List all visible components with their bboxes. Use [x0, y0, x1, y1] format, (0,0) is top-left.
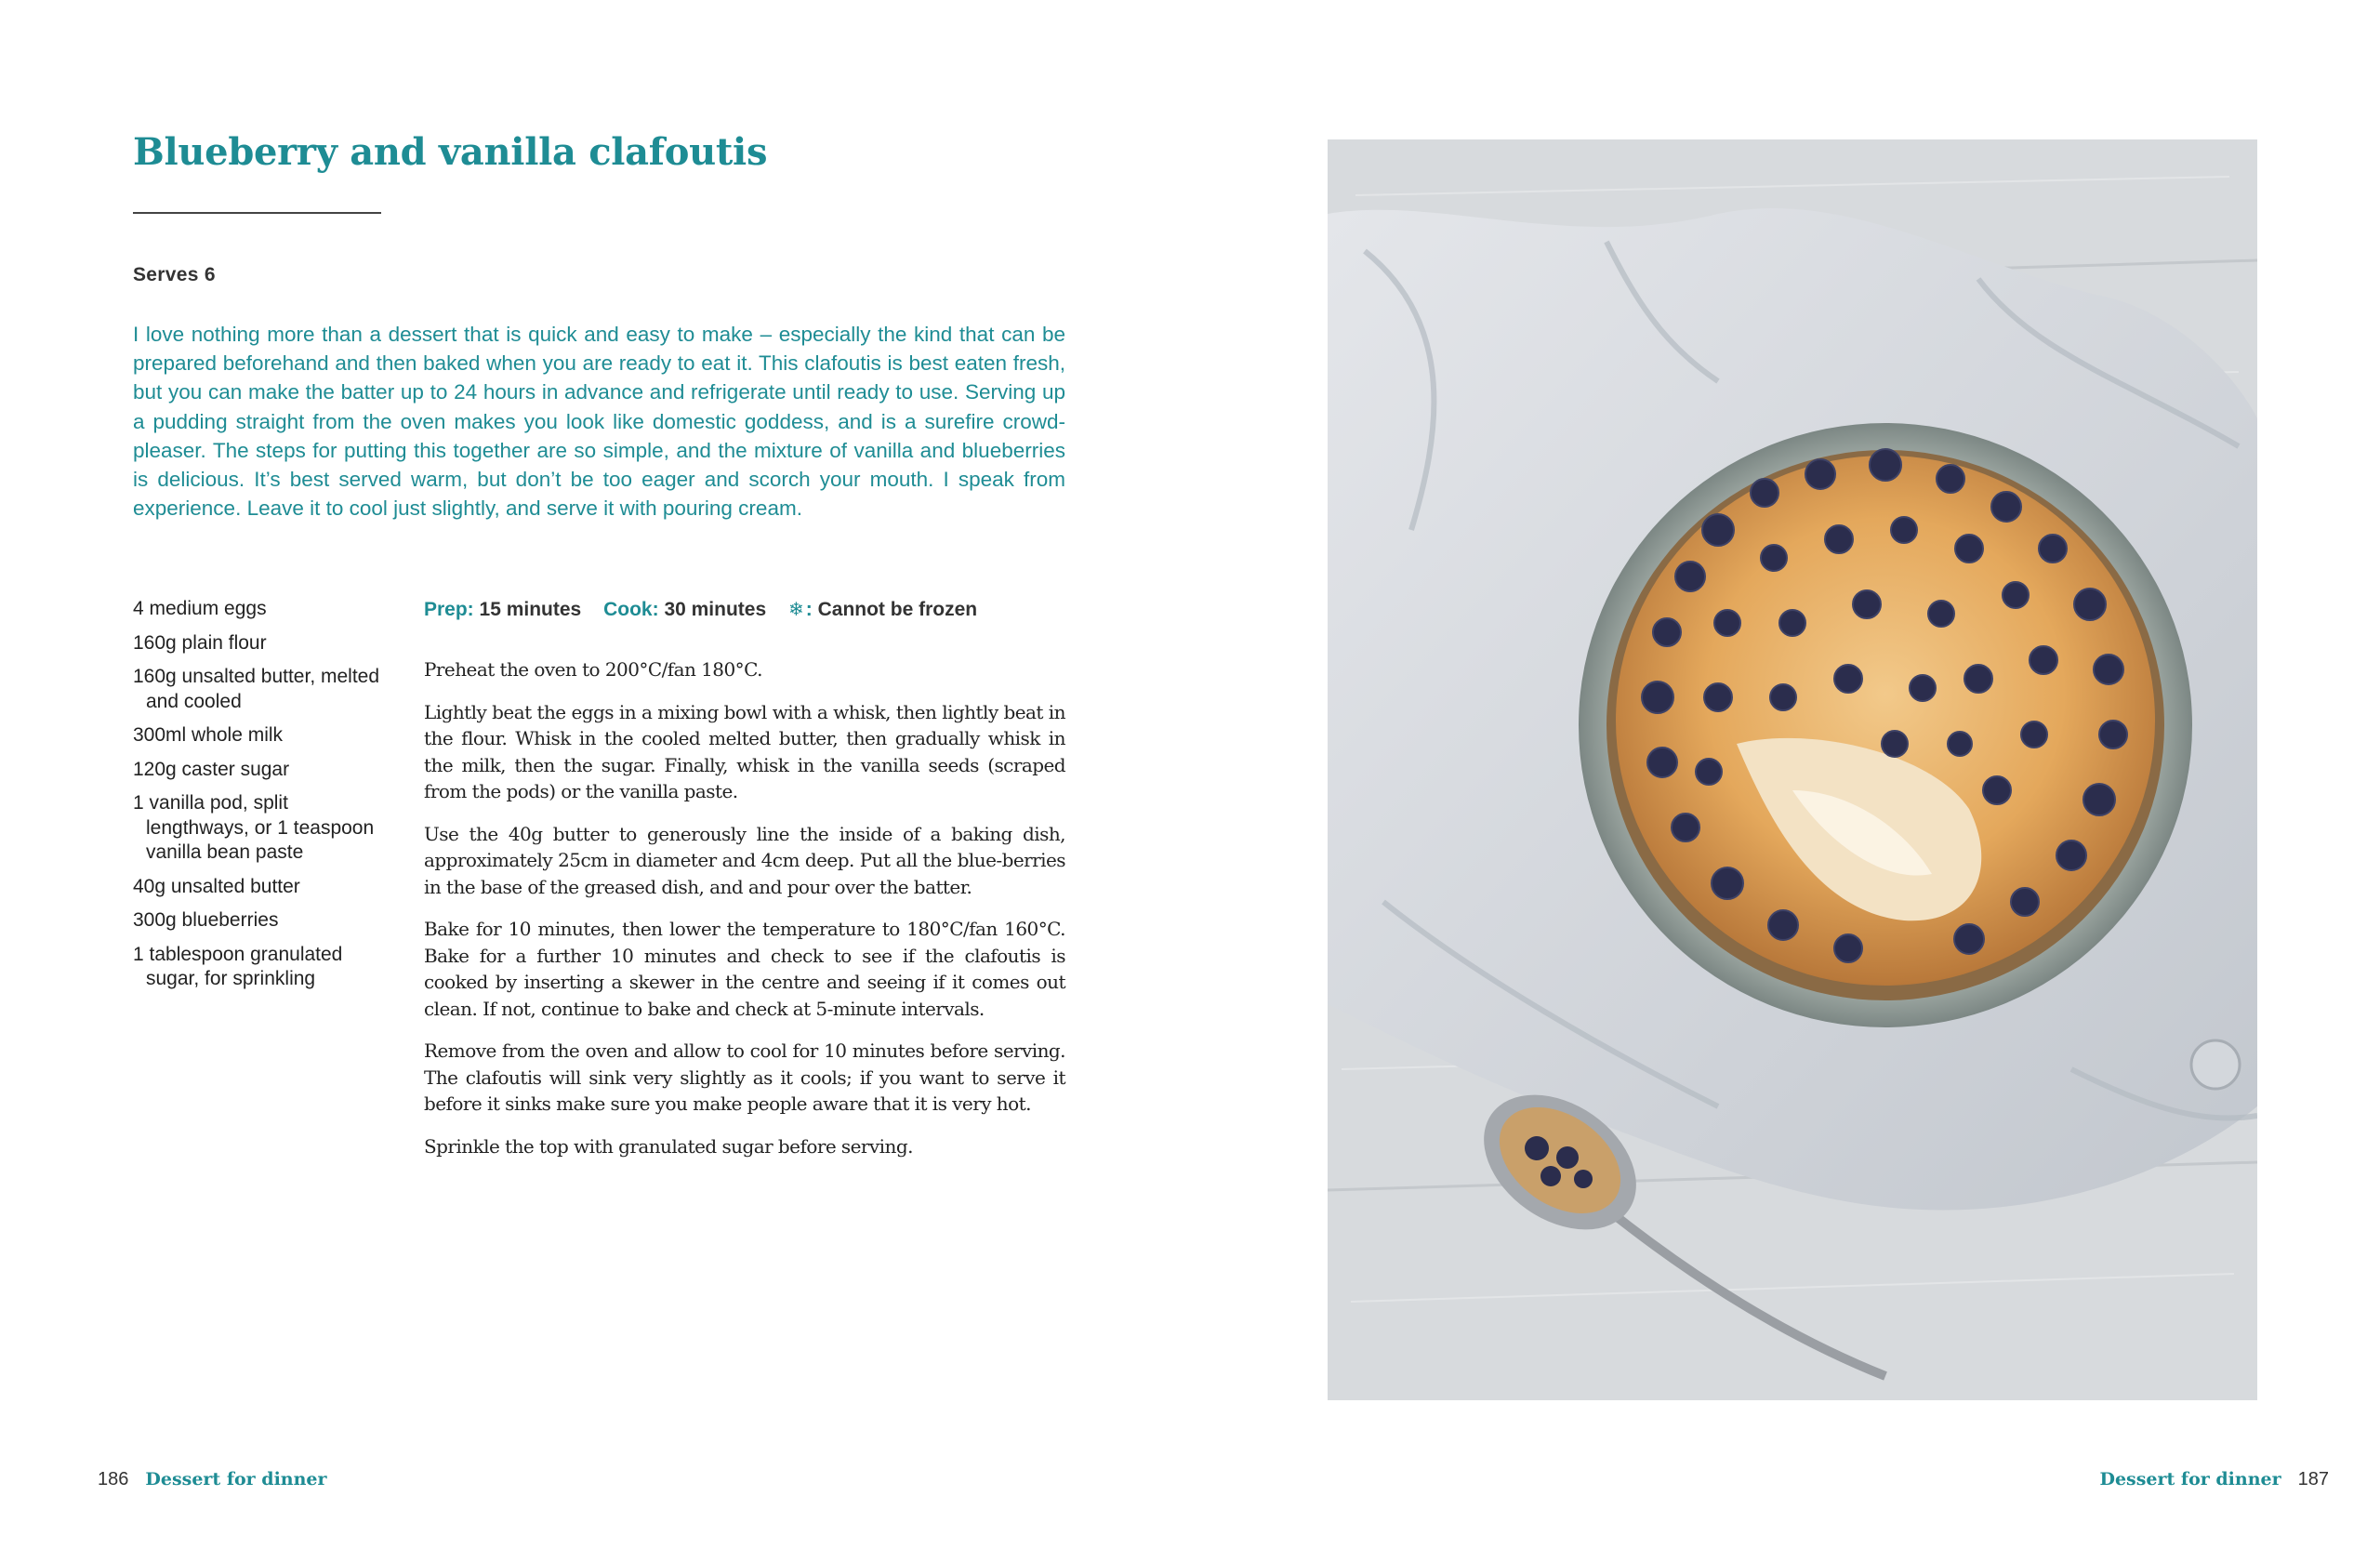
ingredient-item: 300g blueberries — [133, 909, 279, 931]
method-step: Preheat the oven to 200°C/fan 180°C. — [424, 658, 762, 681]
ingredient-item: 1 vanilla pod, split lengthways, or 1 teaspoon vanilla bean paste — [133, 792, 375, 863]
method-step: Sprinkle the top with granulated sugar before serving. — [424, 1134, 913, 1158]
method-step: Bake for 10 minutes, then lower the temperature to 180°C/fan 160°C. Bake for a further 10 minutes and check to see if the clafoutis is cooked by inserting a skewer in the centre and seeing if it comes out clean. If not, continue to bake and check at 5-minute intervals. — [424, 918, 1065, 1020]
snowflake-icon: ❄ — [788, 600, 804, 620]
right-page — [1190, 0, 2380, 1549]
serves-label: Serves 6 — [133, 264, 216, 285]
recipe-timings — [424, 597, 994, 623]
left-footer — [98, 1469, 327, 1490]
right-section-title: Dessert for dinner — [2099, 1469, 2281, 1489]
recipe-intro: I love nothing more than a dessert that is quick and easy to make – especially the kind that can be prepared beforehand and then baked when you are ready to eat it. This clafoutis is best eaten fresh, but you can make the batter up to 24 hours in advance and refrigerate until ready to use. Serving up a pudding straight from the oven makes you look like domestic goddess, and is a surefire crowd-pleaser. The steps for putting this together are so simple, and the mixture of vanilla and blueberries is delicious. It’s best served warm, but don’t be too eager and scorch your mouth. I speak from experience. Leave it to cool just slightly, and serve it with pouring cream. — [133, 323, 1065, 521]
ingredient-item: 40g unsalted butter — [133, 875, 300, 897]
clafoutis-photo — [1328, 139, 2257, 1400]
method-step: Lightly beat the eggs in a mixing bowl with a whisk, then lightly beat in the flour. Whisk in the cooled melted butter, then gradually whisk in the milk, then the sugar. Finally, whisk in the vanilla seeds (scraped from the pods) or the vanilla paste. — [424, 700, 1065, 802]
method-steps — [424, 656, 1065, 1175]
right-page-number: 187 — [2297, 1469, 2329, 1489]
ingredient-item: 160g unsalted butter, melted and cooled — [133, 666, 380, 712]
ingredient-item: 160g plain flour — [133, 631, 267, 654]
cook-label: Cook: — [603, 599, 659, 620]
left-section-title: Dessert for dinner — [145, 1469, 327, 1489]
method-step: Remove from the oven and allow to cool for 10 minutes before serving. The clafoutis will sink very slightly as it cools; if you want to serve it before it sinks make sure you make people aware that it is very hot. — [424, 1039, 1065, 1115]
prep-value: 15 minutes — [479, 599, 582, 620]
cook-value: 30 minutes — [664, 599, 767, 620]
ingredient-item: 300ml whole milk — [133, 724, 284, 746]
method-step: Use the 40g butter to generously line the inside of a baking dish, approximately 25cm in diameter and 4cm deep. Put all the blue-berries in the base of the greased dish, and and pour over the batter. — [424, 822, 1065, 898]
recipe-title: Blueberry and vanilla clafoutis — [133, 130, 768, 174]
title-divider — [133, 212, 381, 214]
left-page-number: 186 — [98, 1469, 129, 1489]
ingredient-item: 1 tablespoon granulated sugar, for sprinkling — [133, 943, 343, 989]
freeze-label: : — [805, 599, 813, 620]
right-footer — [2099, 1469, 2329, 1490]
ingredient-item: 120g caster sugar — [133, 758, 290, 780]
clafoutis-illustration — [1328, 139, 2257, 1400]
ingredients-list — [133, 597, 393, 1001]
prep-label: Prep: — [424, 599, 474, 620]
ingredient-item: 4 medium eggs — [133, 598, 267, 619]
freeze-value: Cannot be frozen — [817, 599, 978, 620]
